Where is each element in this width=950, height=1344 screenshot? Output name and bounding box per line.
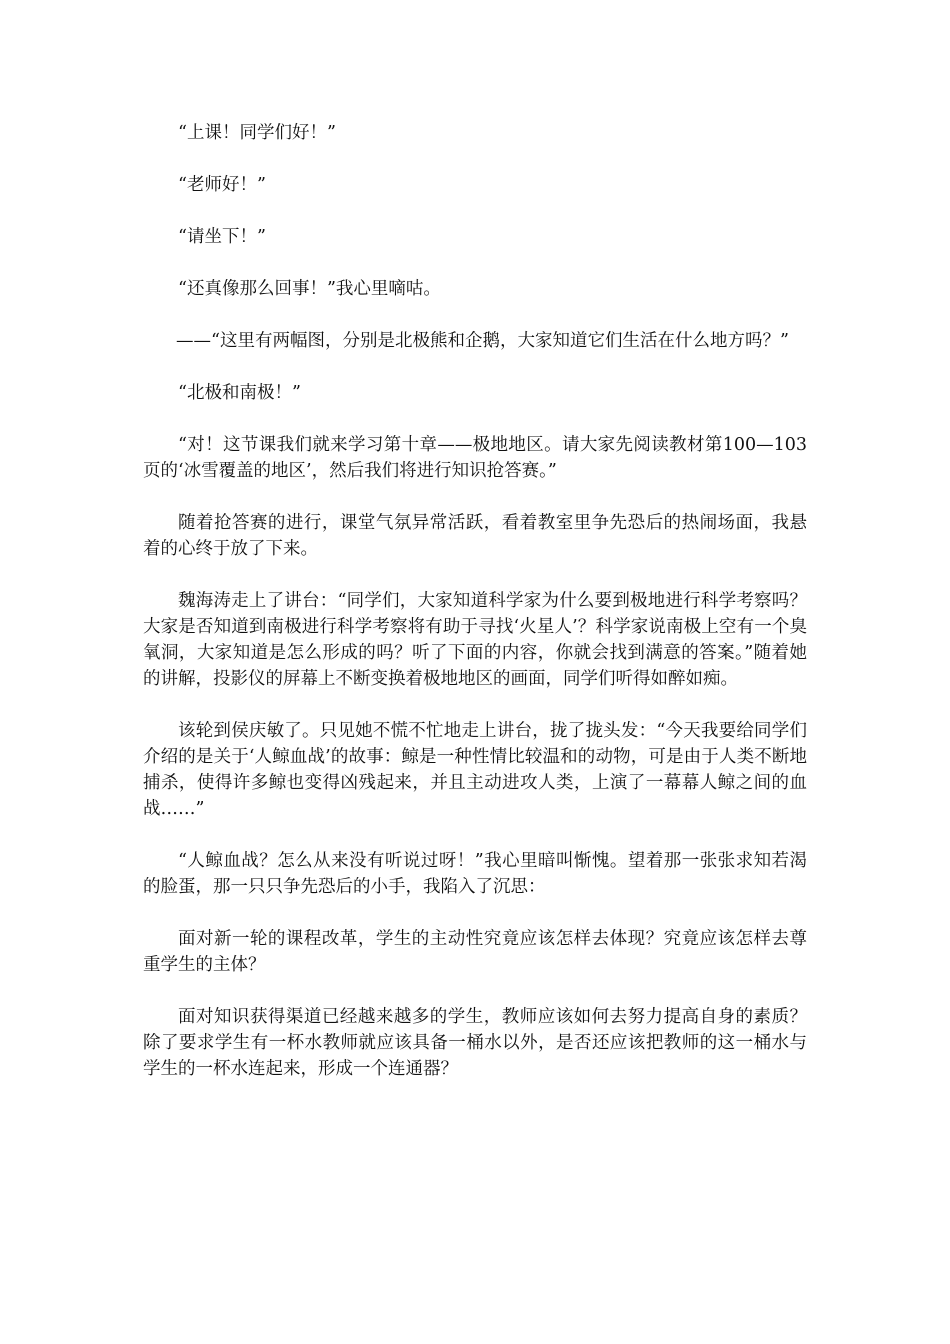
paragraph-3: “请坐下！”	[178, 227, 266, 247]
paragraph-6: “北极和南极！”	[178, 383, 301, 403]
document-body	[143, 120, 807, 1108]
paragraph-11: “人鲸血战？怎么从来没有听说过呀！”我心里暗叫惭愧。望着那一张张求知若渴的脸蛋，那一只只争先恐后的小手，我陷入了沉思：	[143, 851, 807, 897]
paragraph-5: ——“这里有两幅图，分别是北极熊和企鹅，大家知道它们生活在什么地方吗？”	[176, 331, 789, 351]
paragraph-13: 面对知识获得渠道已经越来越多的学生，教师应该如何去努力提高自身的素质？除了要求学生有一杯水教师就应该具备一桶水以外，是否还应该把教师的这一桶水与学生的一杯水连起来，形成一个连通器？	[143, 1007, 807, 1079]
paragraph-9: 魏海涛走上了讲台：“同学们，大家知道科学家为什么要到极地进行科学考察吗？大家是否知道到南极进行科学考察将有助于寻找‘火星人’？科学家说南极上空有一个臭氧洞，大家知道是怎么形成的吗？听了下面的内容，你就会找到满意的答案。”随着她的讲解，投影仪的屏幕上不断变换着极地地区的画面，同学们听得如醉如痴。	[143, 591, 807, 689]
paragraph-1: “上课！同学们好！”	[178, 123, 336, 143]
paragraph-10: 该轮到侯庆敏了。只见她不慌不忙地走上讲台，拢了拢头发：“今天我要给同学们介绍的是关于‘人鲸血战’的故事：鲸是一种性情比较温和的动物，可是由于人类不断地捕杀，使得许多鲸也变得凶残起来，并且主动进攻人类，上演了一幕幕人鲸之间的血战……”	[143, 721, 807, 819]
paragraph-2: “老师好！”	[178, 175, 266, 195]
paragraph-8: 随着抢答赛的进行，课堂气氛异常活跃，看着教室里争先恐后的热闹场面，我悬着的心终于放了下来。	[143, 513, 807, 559]
paragraph-4: “还真像那么回事！”我心里嘀咕。	[178, 279, 441, 299]
paragraph-7: “对！这节课我们就来学习第十章——极地地区。请大家先阅读教材第100—103页的‘冰雪覆盖的地区’，然后我们将进行知识抢答赛。”	[143, 435, 807, 481]
paragraph-12: 面对新一轮的课程改革，学生的主动性究竟应该怎样去体现？究竟应该怎样去尊重学生的主体？	[143, 929, 807, 975]
